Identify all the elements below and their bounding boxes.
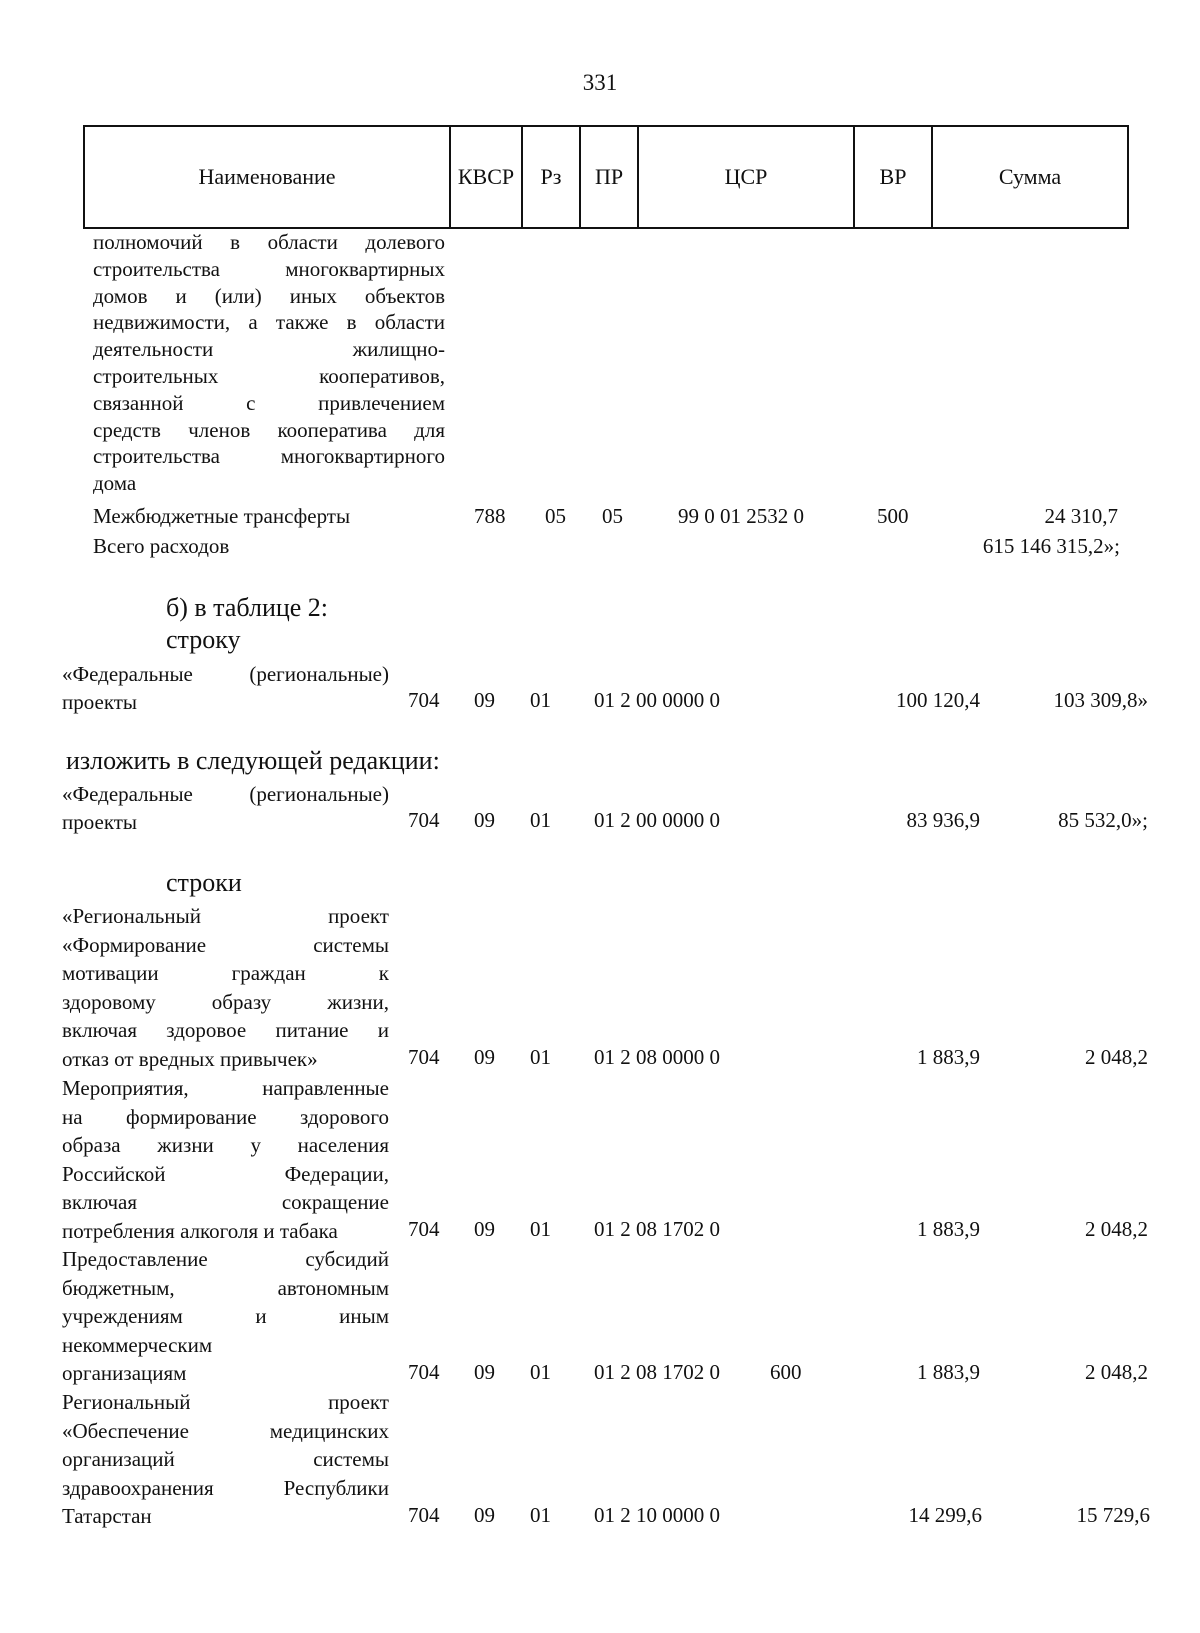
total-label: Всего расходов: [93, 534, 230, 558]
name-line: Татарстан: [62, 1504, 152, 1529]
description-line: строительства многоквартирного: [93, 444, 445, 469]
name-line: организаций системы: [62, 1447, 389, 1472]
row-name: [62, 902, 389, 1074]
row-name: [62, 1245, 389, 1388]
new-row-name: [62, 780, 389, 836]
header-pr: ПР: [580, 126, 638, 228]
name-line: «Обеспечение медицинских: [62, 1418, 389, 1443]
name-line: включая здоровое питание и: [62, 1018, 389, 1043]
cell-rz: 09: [474, 688, 495, 712]
row-name: [62, 1388, 389, 1531]
name-line: Мероприятия, направленные: [62, 1076, 389, 1100]
table-header: [83, 125, 1129, 229]
cell-csr: 01 2 08 1702 0: [594, 1217, 720, 1241]
cell-sum1: 1 883,9: [917, 1045, 980, 1069]
name-line: на формирование здорового: [62, 1104, 389, 1129]
cell-sum2: 103 309,8»: [1053, 688, 1148, 712]
name-line: образа жизни у населения: [62, 1133, 389, 1158]
old-row-name: [62, 660, 389, 716]
cell-sum1: 1 883,9: [917, 1360, 980, 1384]
cell-sum2: 2 048,2: [1085, 1217, 1148, 1241]
page-number: 331: [582, 70, 618, 95]
description-line: дома: [93, 471, 137, 496]
row-rz: 05: [545, 504, 566, 528]
description-line: домов и (или) иных объектов: [93, 283, 445, 308]
total-sum: 615 146 315,2»;: [982, 534, 1120, 558]
name-line: проекты: [62, 690, 138, 714]
cell-vr: 600: [770, 1360, 802, 1384]
cell-rz: 09: [474, 1217, 495, 1241]
cell-kvsr: 704: [408, 688, 440, 712]
cell-sum2: 85 532,0»;: [1058, 808, 1148, 832]
name-line: учреждениям и иным: [62, 1304, 389, 1329]
cell-sum2: 2 048,2: [1085, 1360, 1148, 1384]
instruction-replace: изложить в следующей редакции:: [66, 746, 440, 775]
cell-rz: 09: [474, 1045, 495, 1069]
description-line: строительства многоквартирных: [93, 256, 445, 281]
name-line: Предоставление субсидий: [62, 1247, 389, 1271]
cell-kvsr: 704: [408, 1045, 440, 1069]
cell-sum1: 14 299,6: [908, 1503, 982, 1527]
cell-kvsr: 704: [408, 808, 440, 832]
cell-pr: 01: [530, 808, 551, 832]
cell-csr: 01 2 08 1702 0: [594, 1360, 720, 1384]
cell-kvsr: 704: [408, 1503, 440, 1527]
description-line: средств членов кооператива для: [93, 417, 445, 442]
description-line: строительных кооперативов,: [93, 363, 445, 388]
row-pr: 05: [602, 504, 623, 528]
name-line: бюджетным, автономным: [62, 1275, 389, 1300]
name-line: Региональный проект: [62, 1390, 389, 1414]
cell-sum1: 83 936,9: [906, 808, 980, 832]
row-kvsr: 788: [474, 504, 506, 528]
name-line: здравоохранения Республики: [62, 1475, 389, 1500]
cell-pr: 01: [530, 1217, 551, 1241]
name-line: Российской Федерации,: [62, 1161, 389, 1186]
instruction-stroku: строку: [166, 625, 241, 654]
section-b-heading: б) в таблице 2:: [166, 593, 329, 622]
header-sum: Сумма: [932, 126, 1128, 228]
cell-sum1: 1 883,9: [917, 1217, 980, 1241]
cell-rz: 09: [474, 1503, 495, 1527]
name-line: некоммерческим: [62, 1332, 213, 1357]
row-name: Межбюджетные трансферты: [93, 504, 351, 528]
cell-sum2: 15 729,6: [1076, 1503, 1150, 1527]
name-line: здоровому образу жизни,: [62, 989, 389, 1014]
cell-sum1: 100 120,4: [896, 688, 980, 712]
cell-sum2: 2 048,2: [1085, 1045, 1148, 1069]
cell-rz: 09: [474, 808, 495, 832]
header-csr: ЦСР: [638, 126, 854, 228]
name-line: отказ от вредных привычек»: [62, 1046, 318, 1071]
description-line: недвижимости, а также в области: [93, 310, 445, 335]
name-line: организациям: [62, 1361, 187, 1386]
row-sum: 24 310,7: [1044, 504, 1118, 528]
cell-csr: 01 2 08 0000 0: [594, 1045, 720, 1069]
header-kvsr: КВСР: [450, 126, 522, 228]
cell-pr: 01: [530, 688, 551, 712]
description-line: полномочий в области долевого: [93, 230, 445, 254]
header-vr: ВР: [854, 126, 932, 228]
table1-description: [93, 229, 445, 497]
description-line: связанной с привлечением: [93, 390, 445, 415]
name-line: мотивации граждан к: [62, 961, 389, 986]
cell-csr: 01 2 00 0000 0: [594, 688, 720, 712]
cell-csr: 01 2 10 0000 0: [594, 1503, 720, 1527]
description-line: деятельности жилищно-: [93, 337, 445, 362]
instruction-stroki: строки: [166, 868, 242, 897]
cell-kvsr: 704: [408, 1217, 440, 1241]
row-vr: 500: [877, 504, 909, 528]
name-line: потребления алкоголя и табака: [62, 1218, 338, 1243]
cell-csr: 01 2 00 0000 0: [594, 808, 720, 832]
cell-pr: 01: [530, 1045, 551, 1069]
row-csr: 99 0 01 2532 0: [678, 504, 804, 528]
cell-pr: 01: [530, 1503, 551, 1527]
name-line: проекты: [62, 810, 138, 834]
row-name: [62, 1074, 389, 1246]
header-name: Наименование: [84, 126, 450, 228]
name-line: «Федеральные (региональные): [62, 662, 389, 686]
name-line: «Федеральные (региональные): [62, 782, 389, 806]
name-line: включая сокращение: [62, 1190, 389, 1215]
name-line: «Региональный проект: [62, 904, 389, 928]
cell-rz: 09: [474, 1360, 495, 1384]
cell-kvsr: 704: [408, 1360, 440, 1384]
cell-pr: 01: [530, 1360, 551, 1384]
name-line: «Формирование системы: [62, 932, 389, 957]
header-rz: Рз: [522, 126, 580, 228]
